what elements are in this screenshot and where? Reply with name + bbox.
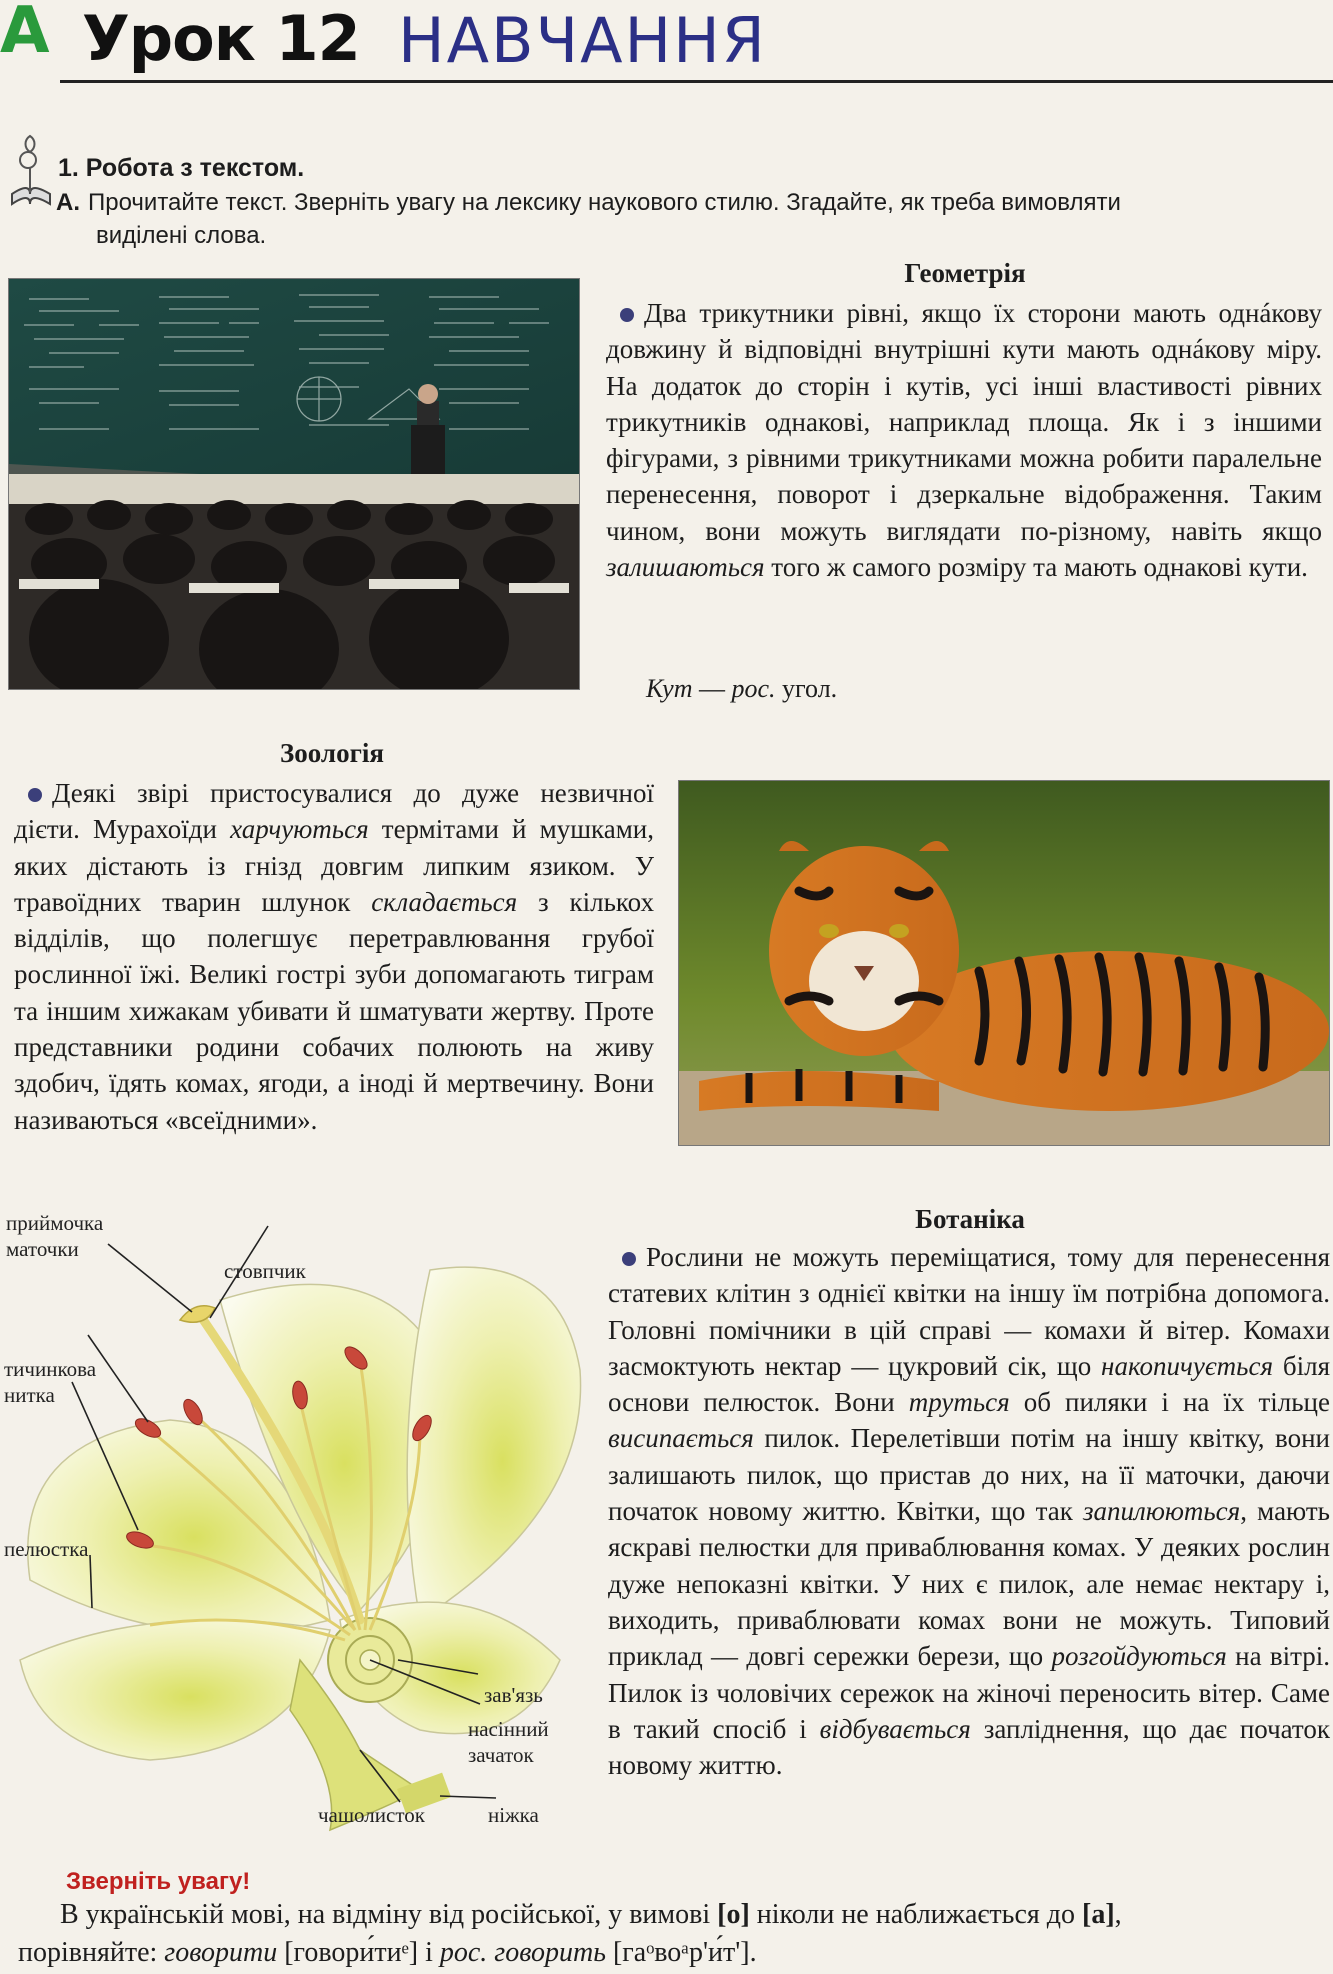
lesson-title: НАВЧАННЯ	[398, 4, 767, 77]
geometry-text: Два трикутники рівні, якщо їх сторони мають однáкову довжину й відповідні внутрішні кути мають однáкову міру. На додаток до сторін і кутів, усі інші властивості рівних трикутників однакові, наприклад площа. Як і з іншими фігурами, з рівними трикутниками можна робити паралельне перенесення, поворот і дзеркальне відображення. Таким чином, вони можуть виглядати по-різному, навіть якщо залишаються того ж самого розміру та мають однакові кути.	[606, 298, 1322, 583]
flower-petal-bottom	[20, 1620, 330, 1760]
attention-title: Зверніть увагу!	[66, 1868, 251, 1895]
attention-line1: В українській мові, на відміну від російської, у вимові [о] ніколи не наближається до [а],	[60, 1899, 1122, 1930]
tiger-photo	[678, 780, 1330, 1146]
bullet-dot-icon	[622, 1252, 636, 1266]
zoology-text: Деякі звірі пристосувалися до дуже незвичної дієти. Мурахоїди харчуються термітами й мушками, яких дістають із гнізд довгим липким язиком. У травоїдних тварин шлунок складається з кількох відділів, що полегшує перетравлювання грубої рослинної їжі. Великі гострі зуби допомагають тиграм та іншим хижакам убивати й шматувати жертву. Проте представники родини собачих полюють на живу здобич, їдять комах, ягоди, а іноді й мертвечину. Вони називаються «всеїдними».	[14, 778, 654, 1135]
section-letter: A	[0, 0, 50, 68]
label-style: стовпчик	[224, 1259, 306, 1283]
task-instruction-line2: виділені слова.	[96, 222, 267, 249]
attention-text	[18, 1896, 1330, 1972]
botany-text: Рослини не можуть переміщатися, тому для перенесення статевих клітин з однієї квітки на іншу їм потрібна допомога. Головні помічники в цій справі — комахи й вітер. Комахи засмоктують нектар — цукровий сік, що накопичується біля основи пелюсток. Вони труться об пиляки і на їх тільце висипається пилок. Перелетівши потім на іншу квітку, вони залишають пилок, що пристав до них, на її маточки, даючи початок новому життю. Квітки, що так запилюються, мають яскраві пелюстки для приваблювання комах. У деяких рослин дуже непоказні квітки. У них є пилок, але немає нектару і, виходить, приваблювати комах вони не можуть. Типовий приклад — довгі сережки берези, що розгойдуються на вітрі. Пилок із чоловічих сережок на жіночі переносить вітер. Саме в такий спосіб і відбувається запліднення, що дає початок новому життю.	[608, 1242, 1330, 1781]
label-stalk: ніжка	[488, 1803, 539, 1827]
label-ovule: насінний зачаток	[468, 1717, 549, 1767]
flower-petal-right	[407, 1267, 580, 1620]
classroom-photo	[8, 278, 580, 690]
attention-line2: порівняйте: говорити [говори́тиᵉ] і рос. говорить [гаᵒвоᵃр'и́т'].	[18, 1937, 757, 1968]
page-header	[0, 0, 1333, 88]
botany-title: Ботаніка	[915, 1204, 1025, 1234]
label-petal: пелюстка	[4, 1537, 89, 1561]
lesson-number: Урок 12	[82, 2, 360, 75]
bullet-dot-icon	[28, 788, 42, 802]
label-filament: тичинкова нитка	[4, 1357, 97, 1407]
geometry-title: Геометрія	[904, 258, 1026, 288]
task-instruction	[56, 186, 1326, 252]
task-bullet: А.	[56, 189, 80, 216]
task-heading: 1. Робота з текстом.	[58, 154, 305, 182]
reading-book-icon	[4, 130, 56, 210]
label-ovary: зав'язь	[484, 1683, 543, 1707]
label-sepal: чашолисток	[318, 1803, 425, 1827]
header-rule	[60, 80, 1333, 83]
bullet-dot-icon	[620, 308, 634, 322]
task-instruction-line1: Прочитайте текст. Зверніть увагу на лексику наукового стилю. Згадайте, як треба вимовляти	[88, 189, 1121, 216]
label-stigma: приймочка маточки	[6, 1211, 104, 1261]
zoology-title: Зоологія	[280, 738, 384, 768]
geometry-note: Кут — рос. угол.	[646, 674, 838, 703]
